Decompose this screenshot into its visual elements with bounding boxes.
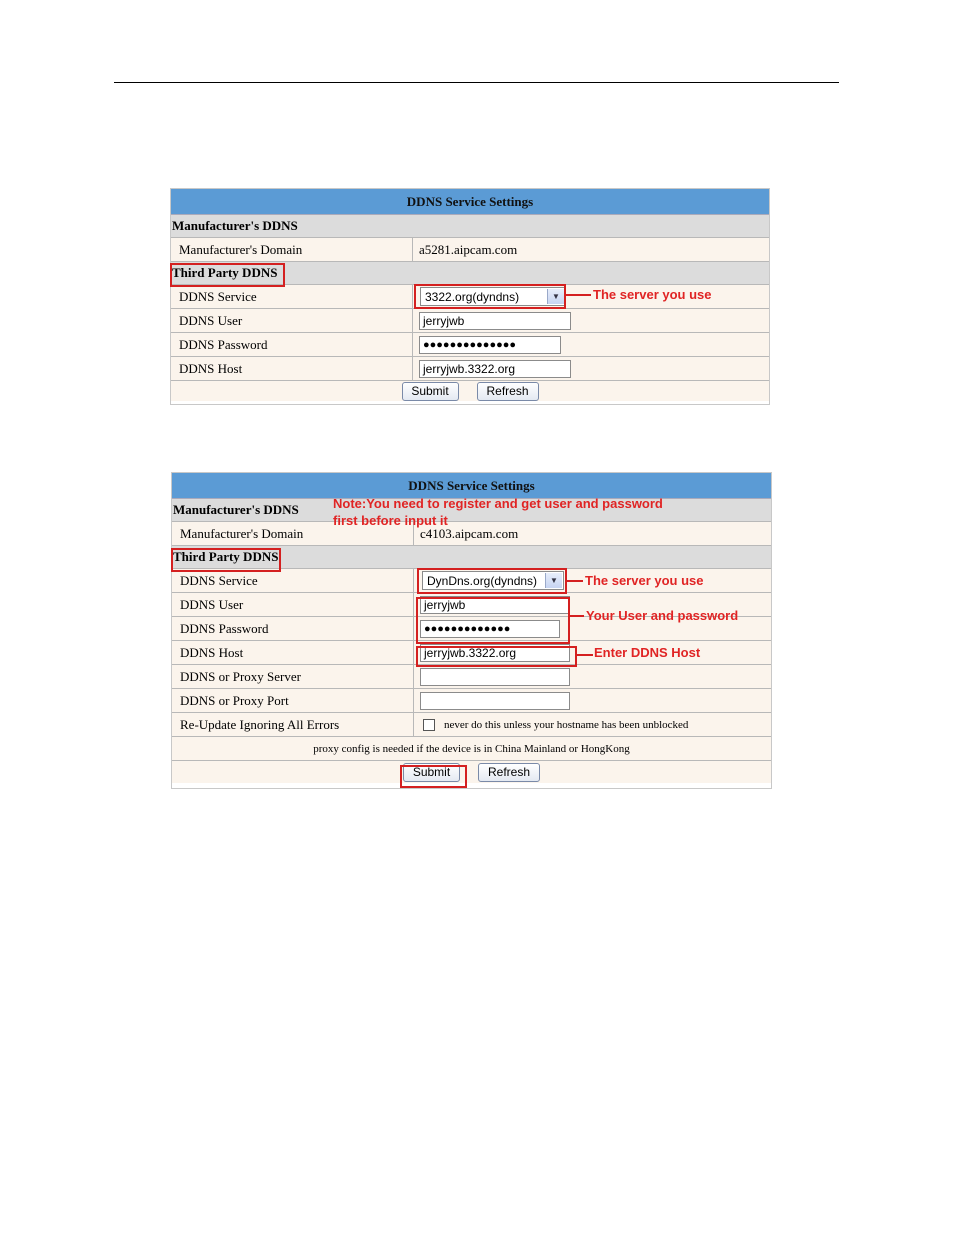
third-party-ddns-section: Third Party DDNS <box>172 546 771 569</box>
ddns-host-row <box>171 357 769 381</box>
annotation-line-service <box>566 294 591 296</box>
panel-title: DDNS Service Settings <box>171 189 769 215</box>
annotation-line-userpass <box>570 615 584 617</box>
manufacturer-domain-row <box>172 522 771 546</box>
ddns-user-label: DDNS User <box>171 309 413 332</box>
ddns-password-input[interactable]: ●●●●●●●●●●●●● <box>420 620 560 638</box>
chevron-down-icon[interactable]: ▼ <box>547 289 564 304</box>
proxy-port-row <box>172 689 771 713</box>
manufacturer-ddns-section: Manufacturer's DDNS <box>171 215 769 238</box>
annotation-register-note-line1: Note:You need to register and get user and password <box>333 496 663 511</box>
page-header-rule <box>114 82 839 83</box>
annotation-line-service <box>567 580 583 582</box>
proxy-server-input[interactable] <box>420 668 570 686</box>
ddns-host-label: DDNS Host <box>171 357 413 380</box>
manufacturer-domain-row <box>171 238 769 262</box>
form-actions <box>172 761 771 783</box>
annotation-host-note: Enter DDNS Host <box>594 645 701 660</box>
checkbox-icon[interactable] <box>423 719 435 731</box>
ddns-user-input[interactable]: jerryjwb <box>419 312 571 330</box>
proxy-port-label: DDNS or Proxy Port <box>172 689 414 712</box>
ddns-password-input[interactable]: ●●●●●●●●●●●●●● <box>419 336 561 354</box>
annotation-userpass-note: Your User and password <box>586 608 739 623</box>
annotation-box-service <box>417 568 567 594</box>
ddns-host-input[interactable]: jerryjwb.3322.org <box>420 644 570 662</box>
manufacturer-domain-value: c4103.aipcam.com <box>414 522 771 545</box>
form-actions <box>171 381 769 401</box>
panel-title: DDNS Service Settings <box>172 473 771 499</box>
annotation-line-host <box>577 654 593 656</box>
refresh-button[interactable]: Refresh <box>477 382 539 401</box>
annotation-box-third-party <box>171 548 281 572</box>
manufacturer-domain-label: Manufacturer's Domain <box>172 522 414 545</box>
ddns-service-label: DDNS Service <box>172 569 414 592</box>
annotation-server-note: The server you use <box>585 573 704 588</box>
submit-button[interactable]: Submit <box>403 763 460 782</box>
annotation-box-service <box>414 284 566 309</box>
annotation-box-submit <box>400 765 467 788</box>
refresh-button[interactable]: Refresh <box>478 763 540 782</box>
reupdate-row <box>172 713 771 737</box>
ddns-user-row <box>171 309 769 333</box>
proxy-server-label: DDNS or Proxy Server <box>172 665 414 688</box>
ddns-host-input[interactable]: jerryjwb.3322.org <box>419 360 571 378</box>
ddns-service-label: DDNS Service <box>171 285 413 308</box>
reupdate-label: Re-Update Ignoring All Errors <box>172 713 414 736</box>
ddns-user-label: DDNS User <box>172 593 414 616</box>
annotation-box-third-party <box>170 263 285 287</box>
annotation-register-note-line2: first before input it <box>333 513 448 528</box>
manufacturer-domain-value: a5281.aipcam.com <box>413 238 769 261</box>
ddns-user-input[interactable]: jerryjwb <box>420 596 570 614</box>
proxy-server-row <box>172 665 771 689</box>
reupdate-hint: never do this unless your hostname has been unblocked <box>444 718 689 731</box>
manufacturer-domain-label: Manufacturer's Domain <box>171 238 413 261</box>
manufacturer-ddns-section: Manufacturer's DDNS <box>172 499 771 522</box>
third-party-ddns-section: Third Party DDNS <box>171 262 769 285</box>
annotation-box-host <box>416 646 577 667</box>
ddns-host-label: DDNS Host <box>172 641 414 664</box>
ddns-password-row <box>171 333 769 357</box>
ddns-password-label: DDNS Password <box>172 617 414 640</box>
annotation-box-userpass <box>416 597 570 644</box>
submit-button[interactable]: Submit <box>402 382 459 401</box>
annotation-server-note: The server you use <box>593 287 712 302</box>
chevron-down-icon[interactable]: ▼ <box>545 573 562 588</box>
ddns-service-selected: DynDns.org(dyndns) <box>427 573 538 588</box>
proxy-port-input[interactable] <box>420 692 570 710</box>
ddns-service-selected: 3322.org(dyndns) <box>425 289 520 304</box>
ddns-password-label: DDNS Password <box>171 333 413 356</box>
proxy-config-note: proxy config is needed if the device is in China Mainland or HongKong <box>172 737 771 761</box>
